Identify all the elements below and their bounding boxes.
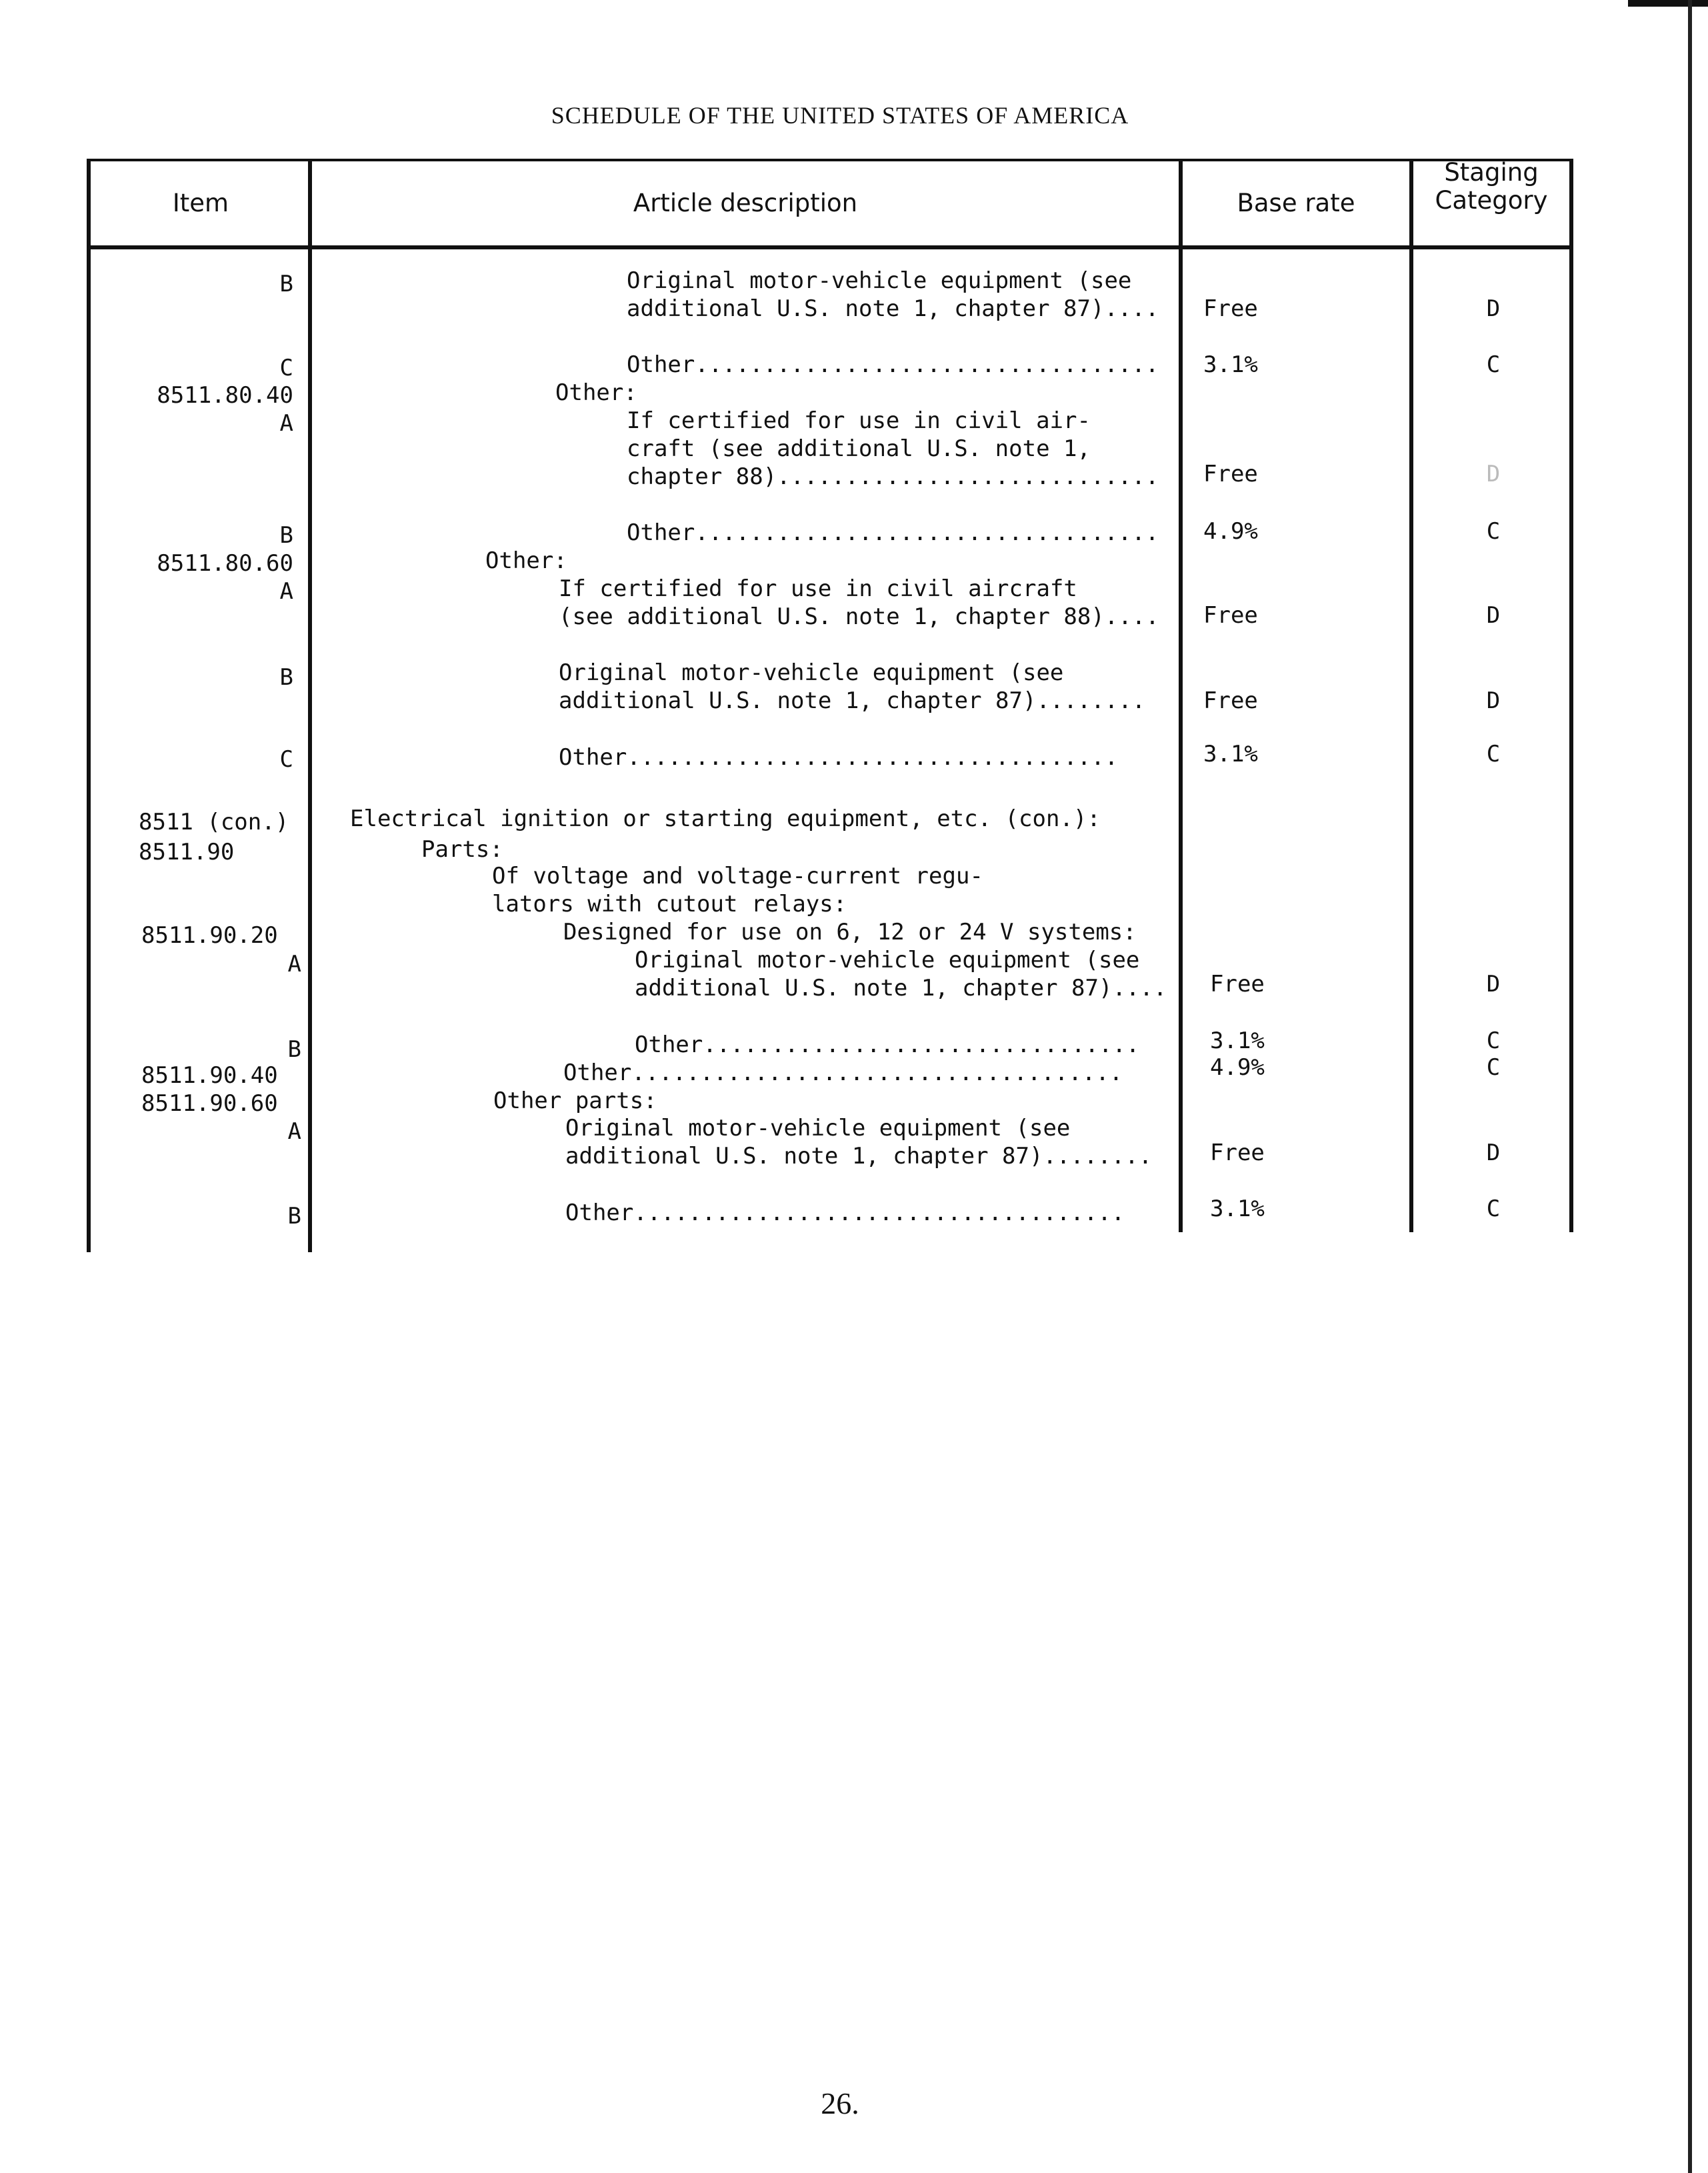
description-line: (see additional U.S. note 1, chapter 88).... <box>559 603 1159 630</box>
description-line: If certified for use in civil aircraft <box>559 575 1077 602</box>
description-line: lators with cutout relays: <box>492 891 847 917</box>
item-code: A <box>279 578 293 605</box>
description-line: Other.................................. <box>627 351 1159 378</box>
staging-category: C <box>1486 351 1501 378</box>
page-number: 26. <box>821 2086 859 2120</box>
base-rate: Free <box>1203 295 1258 322</box>
base-rate: 3.1% <box>1210 1027 1265 1054</box>
base-rate: Free <box>1203 687 1258 714</box>
staging-category: C <box>1486 1196 1501 1222</box>
item-code: 8511.80.60 <box>157 550 293 577</box>
description-line: Original motor-vehicle equipment (see <box>635 947 1140 973</box>
description-line: craft (see additional U.S. note 1, <box>627 435 1091 462</box>
staging-category: D <box>1486 295 1501 322</box>
description-line: Parts: <box>421 836 503 863</box>
item-code: 8511.90.60 <box>141 1090 278 1117</box>
base-rate: 3.1% <box>1210 1196 1265 1222</box>
staging-category: C <box>1486 518 1501 545</box>
staging-category: C <box>1486 741 1501 767</box>
base-rate: Free <box>1210 971 1265 997</box>
staging-category: D <box>1486 1140 1501 1166</box>
description-line: Other.................................. <box>627 519 1159 546</box>
description-line: Original motor-vehicle equipment (see <box>565 1115 1071 1142</box>
description-line: Other.................................... <box>565 1200 1125 1226</box>
col-border-right <box>1569 159 1573 1232</box>
description-line: If certified for use in civil air- <box>627 407 1091 434</box>
base-rate: 3.1% <box>1203 351 1258 378</box>
item-code: B <box>279 664 293 691</box>
description-line: Original motor-vehicle equipment (see <box>559 659 1064 686</box>
item-code: A <box>287 1118 301 1145</box>
base-rate: 3.1% <box>1203 741 1258 767</box>
staging-category: D <box>1486 971 1501 997</box>
description-line: Other parts: <box>493 1088 657 1114</box>
item-code: 8511.90.20 <box>141 922 278 949</box>
staging-category: C <box>1486 1027 1501 1054</box>
item-code: 8511.90.40 <box>141 1062 278 1089</box>
page-title: SCHEDULE OF THE UNITED STATES OF AMERICA <box>551 102 1129 129</box>
item-code: 8511.90 <box>139 839 235 865</box>
description-line: Of voltage and voltage-current regu- <box>492 863 983 889</box>
item-code: 8511.80.40 <box>157 382 293 409</box>
item-code: C <box>279 746 293 773</box>
description-line: Other................................ <box>635 1031 1140 1058</box>
header-staging-line2: Category <box>1435 186 1548 215</box>
item-code: A <box>279 410 293 437</box>
header-description: Article description <box>633 189 858 217</box>
header-staging <box>1413 159 1569 215</box>
description-line: Electrical ignition or starting equipment, etc. (con.): <box>350 805 1101 832</box>
header-staging-line1: Staging <box>1444 158 1539 187</box>
item-code: B <box>279 522 293 549</box>
base-rate: 4.9% <box>1210 1054 1265 1081</box>
page-edge-right <box>1688 0 1692 2173</box>
item-code: B <box>279 271 293 297</box>
description-line: additional U.S. note 1, chapter 87)........ <box>565 1143 1153 1170</box>
description-line: additional U.S. note 1, chapter 87).... <box>635 975 1167 1001</box>
item-code: A <box>287 951 301 977</box>
item-code: C <box>279 355 293 381</box>
description-line: Other.................................... <box>559 744 1119 771</box>
description-line: Other: <box>555 379 637 406</box>
header-item: Item <box>172 189 229 217</box>
item-code: 8511 (con.) <box>139 809 289 835</box>
item-code: B <box>287 1203 301 1230</box>
page-edge-top <box>1628 0 1708 7</box>
description-line: Other: <box>485 547 567 574</box>
col-border-rate <box>1409 159 1413 1232</box>
base-rate: Free <box>1203 461 1258 487</box>
base-rate: 4.9% <box>1203 518 1258 545</box>
description-line: additional U.S. note 1, chapter 87)........ <box>559 687 1146 714</box>
description-line: additional U.S. note 1, chapter 87).... <box>627 295 1159 322</box>
staging-category: D <box>1486 461 1501 487</box>
description-line: chapter 88)............................ <box>627 463 1159 490</box>
base-rate: Free <box>1203 602 1258 629</box>
description-line: Designed for use on 6, 12 or 24 V systems: <box>563 919 1137 945</box>
item-code: B <box>287 1036 301 1063</box>
staging-category: D <box>1486 687 1501 714</box>
description-line: Other.................................... <box>563 1059 1123 1086</box>
col-border-desc <box>1179 159 1183 1232</box>
header-base-rate: Base rate <box>1237 189 1355 217</box>
col-border-left <box>87 159 91 1252</box>
base-rate: Free <box>1210 1140 1265 1166</box>
description-line: Original motor-vehicle equipment (see <box>627 267 1132 294</box>
staging-category: C <box>1486 1054 1501 1081</box>
staging-category: D <box>1486 602 1501 629</box>
